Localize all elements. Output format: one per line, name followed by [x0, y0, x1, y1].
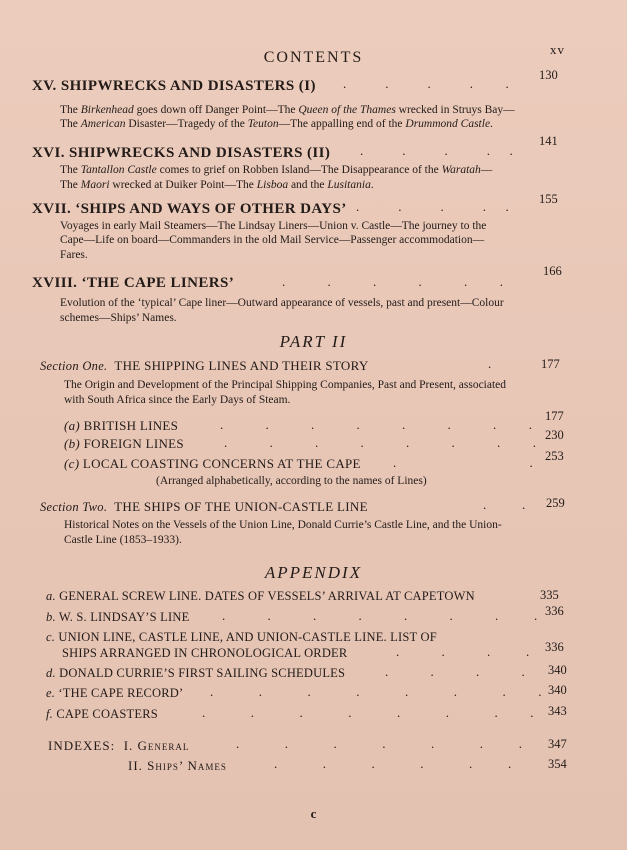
chapter-xviii-page: 166 [543, 264, 562, 278]
appendix-item-c-page: 336 [545, 640, 564, 654]
section-one-desc-line1: The Origin and Development of the Principal Shipping Companies, Past and Present, associated [64, 379, 507, 391]
signature-mark: c [310, 806, 317, 821]
leader-dots: . . . . [396, 644, 530, 659]
section-one-item-c-page: 253 [545, 449, 564, 463]
page-title: CONTENTS [263, 49, 364, 66]
section-one-desc-line2: with South Africa since the Early Days of Steam. [64, 394, 291, 406]
chapter-xviii-desc-line1: Evolution of the ‘typical’ Cape liner—Outward appearance of vessels, past and present—Colour [60, 297, 504, 309]
section-one-item-c: (c) LOCAL COASTING CONCERNS AT THE CAPE [64, 456, 361, 471]
leader-dots: . . . . . [356, 199, 509, 214]
appendix-item-c-line2: SHIPS ARRANGED IN CHRONOLOGICAL ORDER [62, 646, 348, 660]
leader-dots: . . . . . . [282, 274, 503, 289]
chapter-xvi-desc-line1: The Tantallon Castle comes to grief on Robben Island—The Disappearance of the Waratah— [60, 164, 493, 176]
part-ii-heading: PART II [279, 332, 348, 351]
appendix-heading: APPENDIX [264, 563, 363, 582]
appendix-item-a: a. GENERAL SCREW LINE. DATES OF VESSELS’ ARRIVAL AT CAPETOWN [46, 589, 475, 603]
appendix-item-e-page: 340 [548, 683, 567, 697]
leader-dots: . . . . . . . . [220, 417, 532, 432]
chapter-xvi-title: XVI. SHIPWRECKS AND DISASTERS (II) [32, 145, 331, 161]
chapter-xvii-desc-line3: Fares. [60, 249, 88, 261]
appendix-item-d: d. DONALD CURRIE’S FIRST SAILING SCHEDULES [46, 666, 346, 680]
section-two-desc-line2: Castle Line (1853–1933). [64, 534, 182, 546]
appendix-item-a-page: 335 [540, 588, 559, 602]
chapter-xvii-page: 155 [539, 192, 558, 206]
leader-dots: . . . . . [343, 76, 509, 91]
chapter-xvi-desc-line2: The Maori wrecked at Duiker Point—The Lisboa and the Lusitania. [60, 179, 374, 191]
appendix-item-f: f. CAPE COASTERS [46, 707, 158, 721]
appendix-item-b-page: 336 [545, 604, 564, 618]
leader-dots: . . . . . . [274, 756, 512, 771]
chapter-xviii-desc-line2: schemes—Ships’ Names. [60, 312, 177, 324]
section-one-page: 177 [541, 357, 560, 371]
appendix-item-e: e. ‘THE CAPE RECORD’ [46, 686, 184, 700]
leader-dots: . . . . . . . . [222, 608, 538, 623]
section-one-item-a-page: 177 [545, 409, 564, 423]
leader-dots: . . . . . [360, 143, 513, 158]
chapter-xv-page: 130 [539, 68, 558, 82]
appendix-item-d-page: 340 [548, 663, 567, 677]
chapter-xvii-desc-line1: Voyages in early Mail Steamers—The Lindsay Liners—Union v. Castle—The journey to the [60, 220, 487, 232]
index-i-page: 347 [548, 737, 567, 751]
section-one-item-a: (a) BRITISH LINES [64, 418, 179, 433]
leader-dots: . . . . . . . . [210, 684, 542, 699]
chapter-xv-title: XV. SHIPWRECKS AND DISASTERS (I) [32, 78, 316, 94]
chapter-xvi-page: 141 [539, 134, 558, 148]
section-two-page: 259 [546, 496, 565, 510]
section-one-note: (Arranged alphabetically, according to the names of Lines) [156, 475, 427, 487]
leader-dots: . . [393, 455, 533, 470]
leader-dots: . [488, 356, 492, 371]
leader-dots: . . . . . . . . [202, 705, 534, 720]
index-ii-page: 354 [548, 757, 567, 771]
chapter-xviii-title: XVIII. ‘THE CAPE LINERS’ [32, 275, 235, 291]
section-two-heading: Section Two. THE SHIPS OF THE UNION-CASTLE LINE [40, 499, 368, 514]
chapter-xv-desc-line2: The American Disaster—Tragedy of the Teuton—The appalling end of the Drummond Castle. [60, 118, 493, 130]
chapter-xv-desc-line1: The Birkenhead goes down off Danger Point—The Queen of the Thames wrecked in Struys Bay— [60, 104, 515, 116]
chapter-xvii-desc-line2: Cape—Life on board—Commanders in the old Mail Service—Passenger accommodation— [60, 234, 485, 246]
leader-dots: . . [483, 497, 526, 512]
section-two-desc-line1: Historical Notes on the Vessels of the Union Line, Donald Currie’s Castle Line, and the Union- [64, 519, 502, 531]
leader-dots: . . . . . . . [236, 736, 522, 751]
section-one-item-b-page: 230 [545, 428, 564, 442]
appendix-item-b: b. W. S. LINDSAY’S LINE [46, 610, 190, 624]
indexes-line-1: INDEXES: I. General [48, 738, 190, 753]
appendix-item-f-page: 343 [548, 704, 567, 718]
chapter-xvii-title: XVII. ‘SHIPS AND WAYS OF OTHER DAYS’ [32, 201, 347, 217]
indexes-line-2: II. Ships’ Names [128, 758, 227, 773]
section-one-heading: Section One. THE SHIPPING LINES AND THEIR STORY [40, 358, 369, 373]
section-one-item-b: (b) FOREIGN LINES [64, 436, 184, 451]
leader-dots: . . . . [385, 664, 525, 679]
appendix-item-c: c. UNION LINE, CASTLE LINE, AND UNION-CASTLE LINE. LIST OF [46, 630, 437, 644]
page-number: xv [550, 42, 565, 57]
leader-dots: . . . . . . . . [224, 435, 536, 450]
